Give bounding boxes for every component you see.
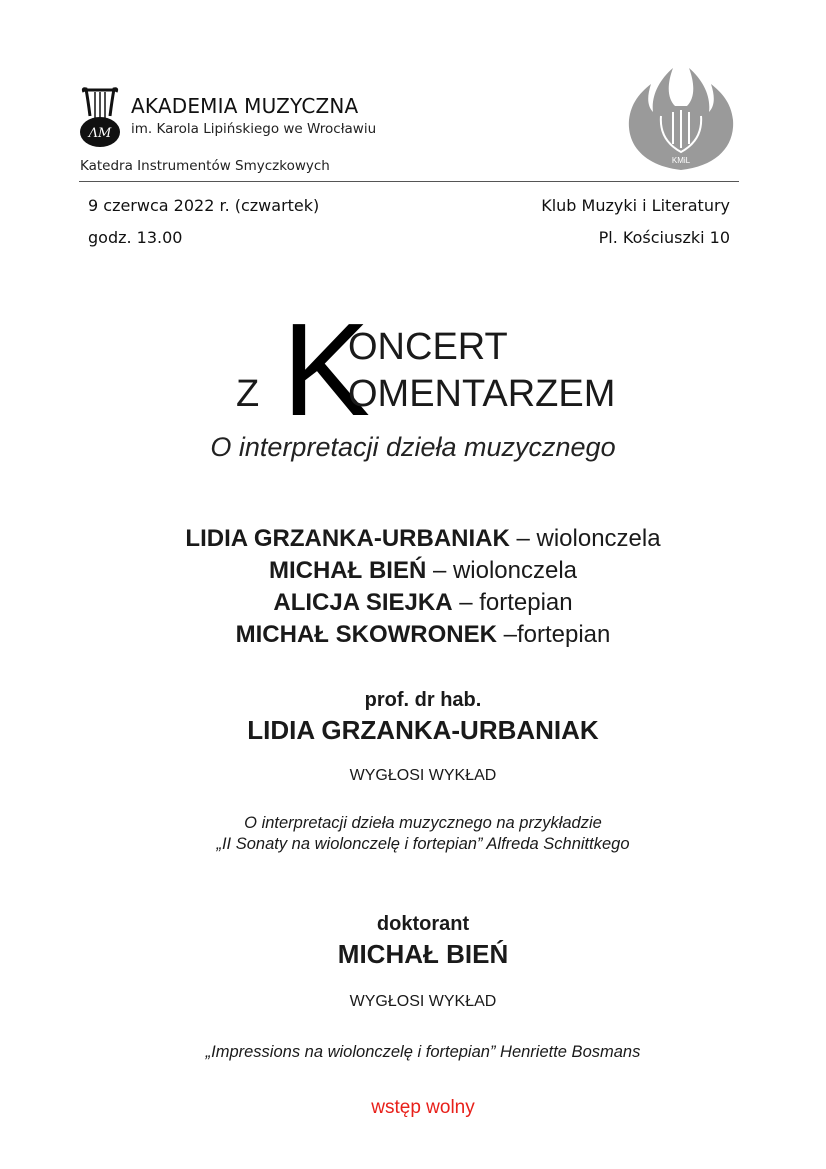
performer-name: MICHAŁ BIEŃ xyxy=(268,557,427,584)
performer-name: MICHAŁ SKOWRONEK xyxy=(235,621,497,648)
performer-line xyxy=(0,621,826,649)
academy-lyre-logo xyxy=(78,86,122,148)
performer-role: – wiolonczela xyxy=(509,525,661,552)
academy-name: AKADEMIA MUZYCZNA xyxy=(131,94,359,118)
header-divider xyxy=(79,181,739,182)
kmil-club-logo xyxy=(625,66,737,172)
event-venue: Klub Muzyki i Literatury xyxy=(541,196,730,215)
svg-text:ΛΜ: ΛΜ xyxy=(88,126,112,141)
lecture-1-topic-line-2: „II Sonaty na wiolonczelę i fortepian” Alfreda Schnittkego xyxy=(216,835,630,853)
title-big-letter: K xyxy=(282,296,371,443)
lecturer-2-name: MICHAŁ BIEŃ xyxy=(337,939,509,969)
lecturer-1-name: LIDIA GRZANKA-URBANIAK xyxy=(247,715,599,745)
lecture-2-topic: „Impressions na wiolonczelę i fortepian” Henriette Bosmans xyxy=(205,1043,641,1061)
admission-note: wstęp wolny xyxy=(371,1097,475,1118)
department-name: Katedra Instrumentów Smyczkowych xyxy=(80,158,330,174)
lecturer-1-title: prof. dr hab. xyxy=(364,689,482,711)
performer-line xyxy=(0,557,826,585)
performer-line xyxy=(0,589,826,617)
lecturer-2-title: doktorant xyxy=(376,913,470,935)
performer-name: LIDIA GRZANKA-URBANIAK xyxy=(185,525,510,552)
performer-line xyxy=(0,525,826,553)
lecture-1-topic-line-1: O interpretacji dzieła muzycznego na przykładzie xyxy=(244,814,602,832)
lecturer-2-action: WYGŁOSI WYKŁAD xyxy=(349,993,497,1010)
kmil-logo-letter: W xyxy=(676,92,686,102)
title-z: Z xyxy=(236,373,260,415)
event-address: Pl. Kościuszki 10 xyxy=(598,228,730,247)
academy-subtitle: im. Karola Lipińskiego we Wrocławiu xyxy=(131,121,377,137)
lecturer-1-action: WYGŁOSI WYKŁAD xyxy=(349,767,497,784)
performer-role: – wiolonczela xyxy=(426,557,578,584)
performer-role: – fortepian xyxy=(452,589,573,616)
title-line-2: OMENTARZEM xyxy=(348,373,616,415)
performer-role: –fortepian xyxy=(496,621,611,648)
kmil-logo-text: KMiL xyxy=(671,156,691,165)
performer-name: ALICJA SIEJKA xyxy=(273,589,453,616)
concert-subtitle: O interpretacji dzieła muzycznego xyxy=(210,432,616,462)
title-line-1: ONCERT xyxy=(348,326,508,368)
event-date: 9 czerwca 2022 r. (czwartek) xyxy=(88,196,320,215)
event-time: godz. 13.00 xyxy=(88,228,183,247)
